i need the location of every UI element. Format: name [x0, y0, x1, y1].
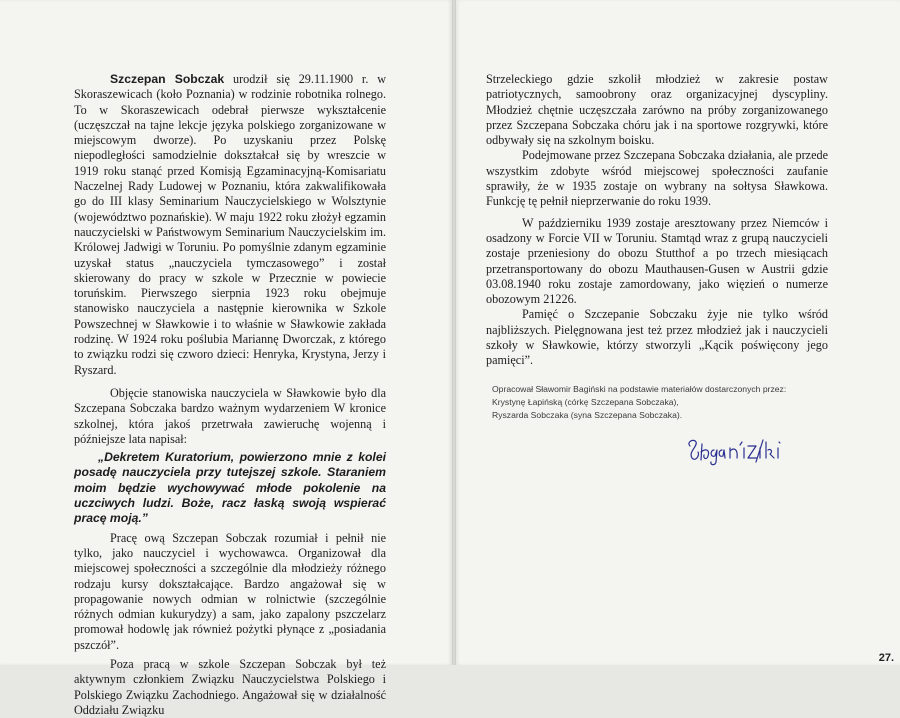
paragraph-village-head: Podejmowane przez Szczepana Sobczaka działania, ale przede wszystkim zdobyte wśród miejscowej społeczności zaufanie sprawiły, że w 1935 zostaje on wybrany na sołtysa Sławkowa. Funkcję tę pełnił nieprzerwanie do roku 1939.: [486, 148, 828, 209]
left-column-text: [74, 72, 386, 718]
person-name: Szczepan Sobczak: [110, 72, 225, 86]
paragraph-community-work: Pracę ową Szczepan Sobczak rozumiał i pełnił nie tylko, jako nauczyciel i wychowawca. Organizował dla miejscowej społeczności a szczególnie dla młodzieży różnego rodzaju kursy dokształcające. Bardzo angażował się w propagowanie nowych odmian w rolnictwie (szczególnie różnych odmian kukurydzy) a sam, jako zapalony pszczelarz promował hodowlę jak również pożytki płynące z „posiadania pszczół”.: [74, 530, 386, 652]
page-number: 27.: [878, 652, 894, 664]
chronicle-quote: „Dekretem Kuratorium, powierzono mnie z kolei posadę nauczyciela przy tutejszej szkole. Staraniem moim będzie wychowywać młode pokolenie na uczciwych ludzi. Boże, racz łaską swoją wspierać pracę moją.”: [74, 450, 386, 526]
credits-block: [492, 383, 872, 422]
paragraph-arrest: W październiku 1939 zostaje aresztowany przez Niemców i osadzony w Forcie VII w Toruniu. Stamtąd wraz z grupą nauczycieli zostaje przeniesiony do obozu Stutthof a po trzech miesiącach przetransportowany do obozu Mauthausen-Gusen w Austrii gdzie 03.08.1940 roku zostaje zamordowany, jako więzień o numerze obozowym 21226.: [486, 215, 828, 307]
right-page: [456, 0, 900, 665]
credit-source-1: Krystynę Łapińską (córkę Szczepana Sobczaka),: [492, 397, 679, 407]
paragraph-memory: Pamięć o Szczepanie Sobczaku żyje nie tylko wśród najbliższych. Pielęgnowana jest też przez młodzież jak i nauczycieli szkoły w Sławkowie, którzy stworzyli „Kącik poświęcony jego pamięci”.: [486, 307, 828, 368]
right-column-text: [486, 72, 828, 369]
paragraph-biography: Szczepan Sobczak urodził się 29.11.1900 r. w Skoraszewicach (koło Poznania) w rodzinie robotnika rolnego. To w Skoraszewicach odebrał pierwsze wykształcenie (uczęszczał na tajne lekcje języka polskiego zorganizowane w miejscowym dworze). Po uzyskaniu przez Polskę niepodległości samodzielnie dokształcał się by wreszcie w 1919 roku stanąć przed Komisją Egzaminacyjną-Komisariatu Naczelnej Rady Ludowej w Poznaniu, która zakwalifikowała go do III klasy Seminarium Nauczycielskiego w Wolsztynie (województwo poznańskie). W maju 1922 roku złożył egzamin nauczycielski w Państwowym Seminarium Nauczycielskim im. Królowej Jadwigi w Toruniu. Po pomyślnie zdanym egzaminie uzyskał status „nauczyciela tymczasowego” i został skierowany do pracy w szkole w Przecznie w powiecie toruńskim. Pierwszego sierpnia 1923 roku obejmuje stanowisko nauczyciela a następnie kierownika w Szkole Powszechnej w Sławkowie i to właśnie w Sławkowie zakłada rodzinę. W 1924 roku poślubia Mariannę Dworczak, z którego to związku rodzi się czworo dzieci: Henryka, Krystyna, Jerzy i Ryszard.: [74, 72, 386, 377]
paragraph-associations: Poza pracą w szkole Szczepan Sobczak był też aktywnym członkiem Związku Nauczycielstwa Polskiego i Polskiego Związku Zachodniego. Angażował się w działalność Oddziału Związku: [74, 656, 386, 717]
handwritten-signature: [684, 432, 794, 466]
credit-source-2: Ryszarda Sobczaka (syna Szczepana Sobczaka).: [492, 410, 683, 420]
paragraph-chronicle-intro: Objęcie stanowiska nauczyciela w Sławkowie było dla Szczepana Sobczaka bardzo ważnym wydarzeniem W kronice szkolnej, która jakoś przetrwała zawieruchę wojenną i późniejsze lata napisał:: [74, 385, 386, 446]
credit-author-line: Opracował Sławomir Bagiński na podstawie materiałów dostarczonych przez:: [492, 384, 787, 394]
paragraph-youth-training: Strzeleckiego gdzie szkolił młodzież w zakresie postaw patriotycznych, samoobrony oraz organizacyjnej dyscypliny. Młodzież chętnie uczęszczała zarówno na próby zorganizowanego przez Szczepana Sobczaka chóru jak i na sportowe rozgrywki, które odbywały się na szkolnym boisku.: [486, 72, 828, 148]
